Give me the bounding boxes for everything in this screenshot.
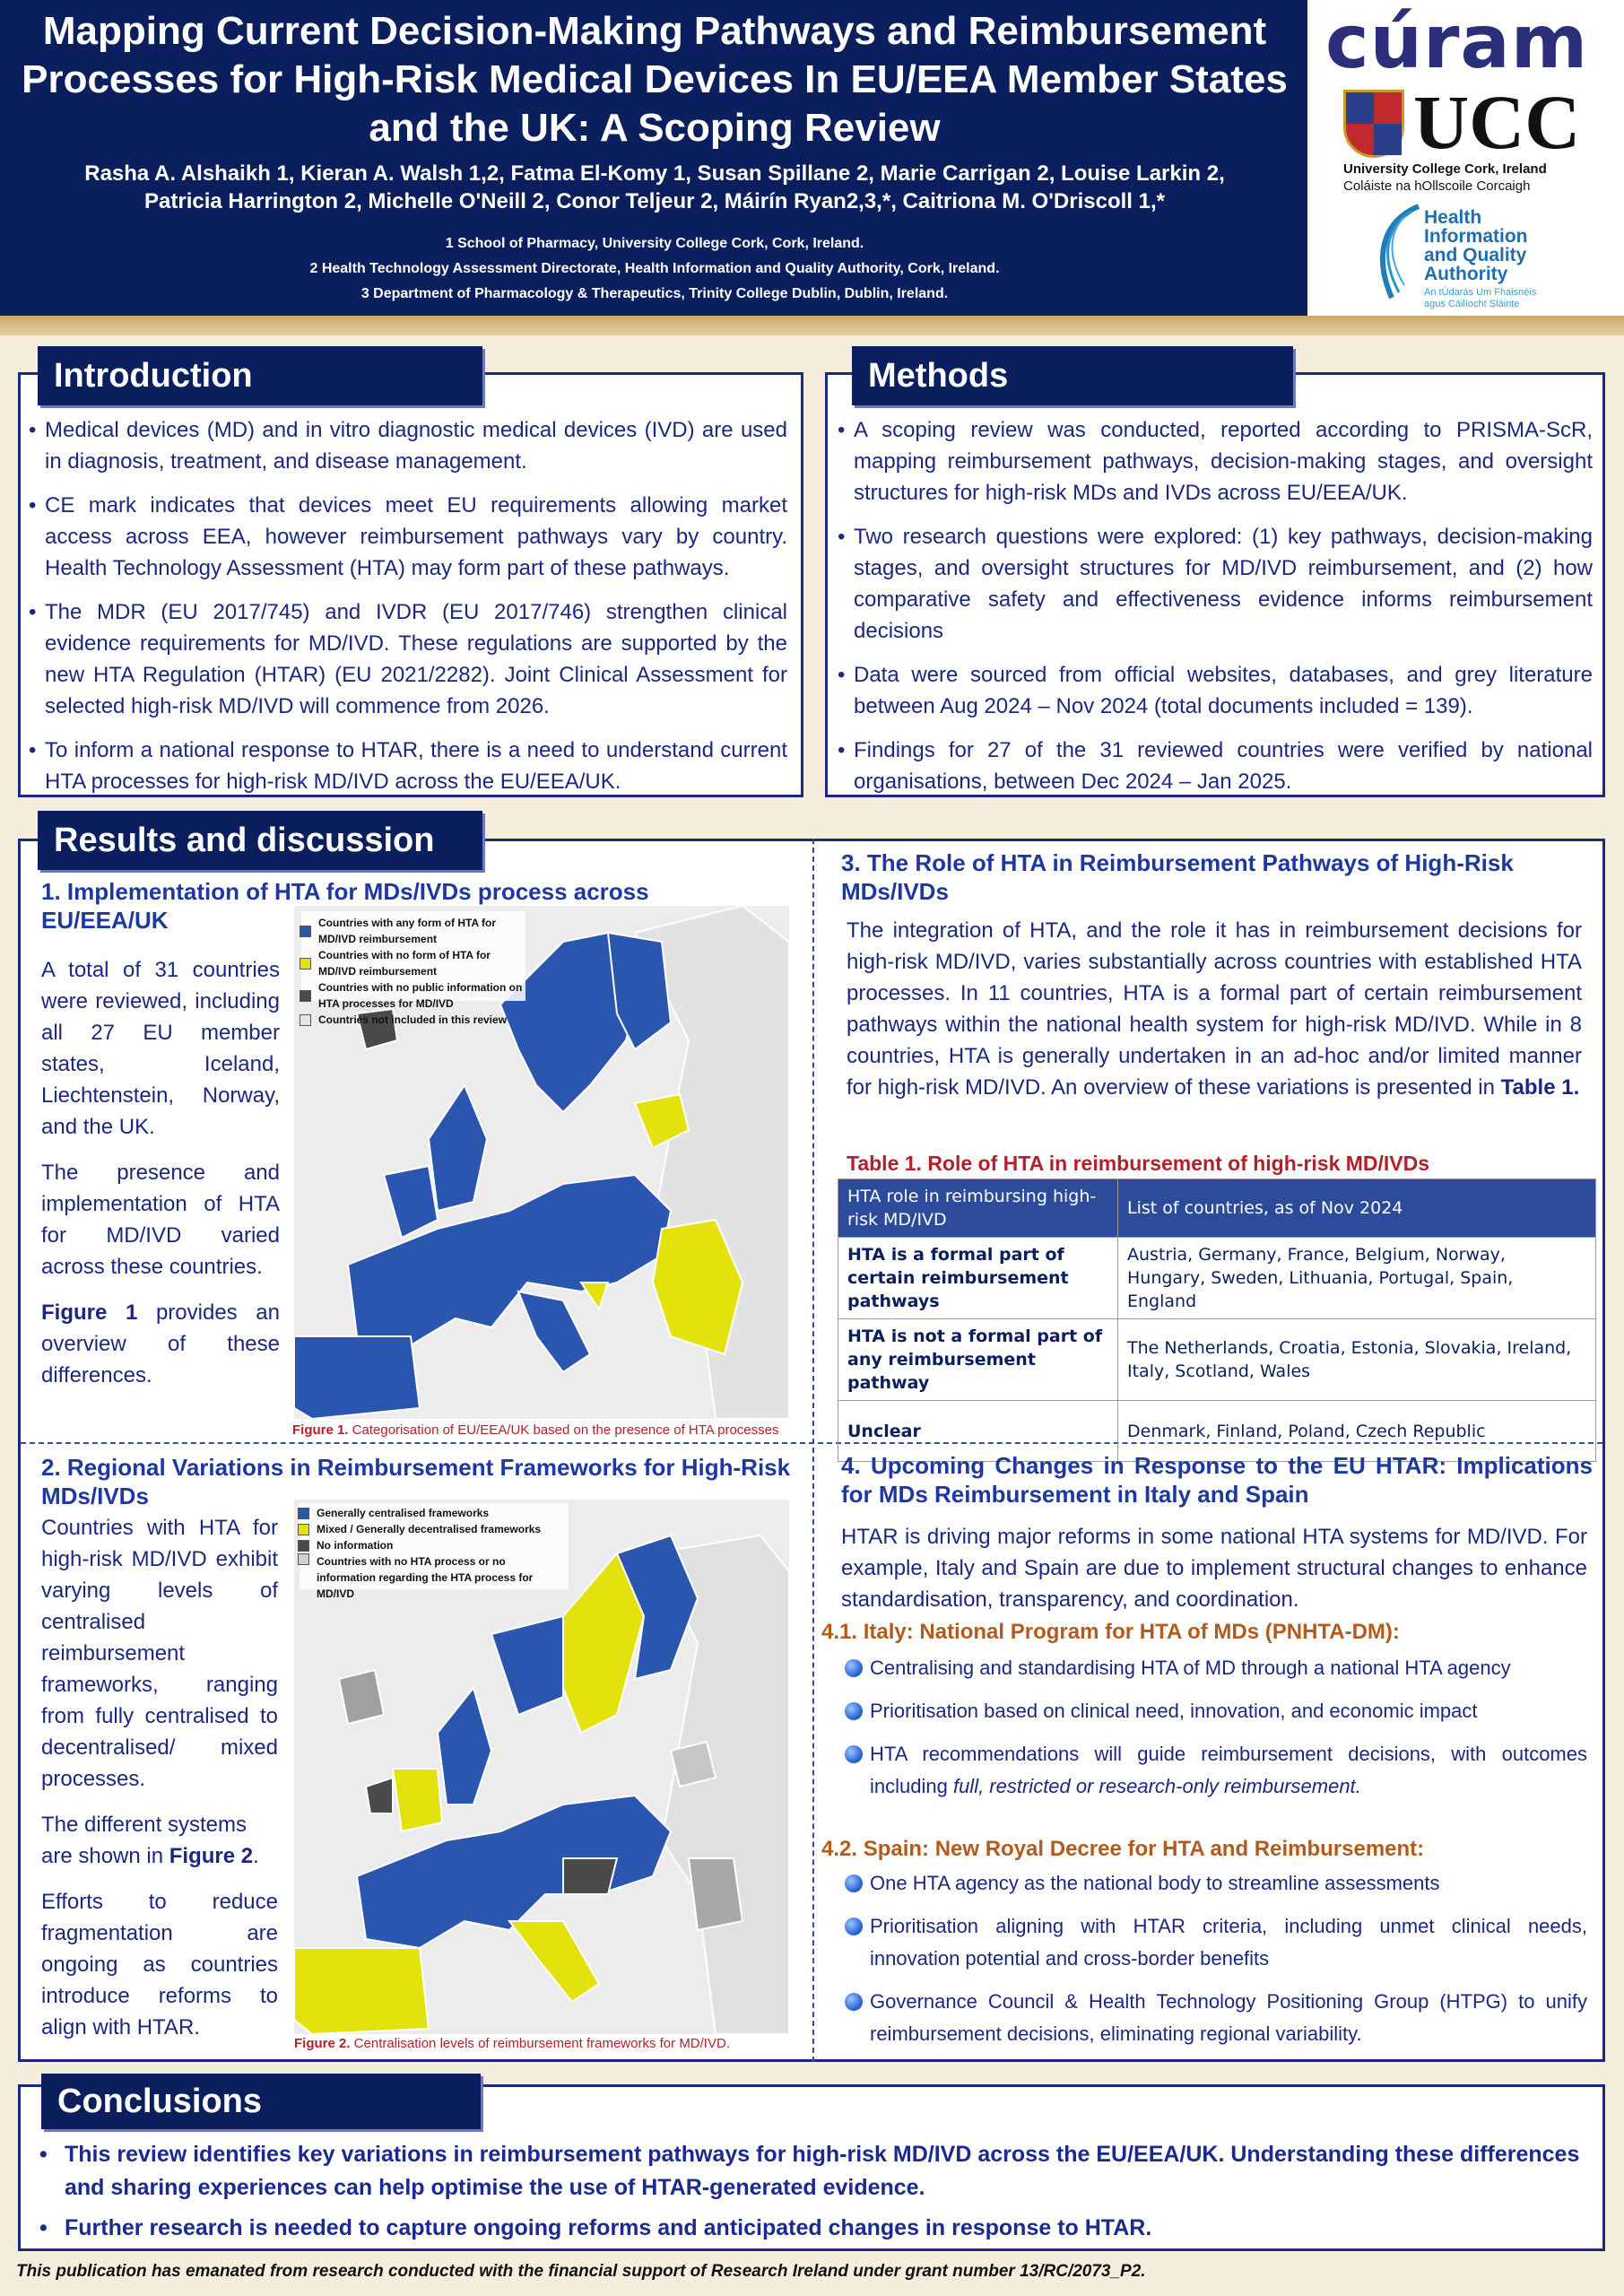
legend-swatch bbox=[300, 958, 311, 970]
legend-item: Generally centralised frameworks bbox=[298, 1505, 567, 1521]
table-cell-countries: Denmark, Finland, Poland, Czech Republic bbox=[1118, 1401, 1596, 1462]
section-1-paragraph-2: The presence and implementation of HTA for MD/IVD varied across these countries. bbox=[41, 1161, 280, 1279]
introduction-heading: Introduction bbox=[38, 346, 482, 405]
section-4-title: 4. Upcoming Changes in Response to the EU HTAR: Implications for MDs Reimbursement in Italy and Spain bbox=[841, 1452, 1593, 1508]
affiliation-2: 2 Health Technology Assessment Directorate, Health Information and Quality Authority, Cork, Ireland. bbox=[309, 261, 1000, 276]
results-heading: Results and discussion bbox=[38, 811, 482, 870]
list-item: Centralising and standardising HTA of MD through a national HTA agency bbox=[841, 1652, 1587, 1684]
figure-1-map bbox=[294, 906, 789, 1419]
poster-header bbox=[0, 0, 1307, 316]
legend-swatch bbox=[300, 1014, 311, 1026]
list-item: • Two research questions were explored: (1) key pathways, decision-making stages, and oversight structures for MD/IVD reimbursement, and (2) how comparative safety and effectiveness evidence informs reimbursement decisions bbox=[838, 521, 1593, 647]
results-vertical-divider bbox=[812, 839, 814, 2062]
section-1-paragraph-1: A total of 31 countries were reviewed, including all 27 EU member states, Iceland, Liechtenstein, Norway, and the UK. bbox=[41, 958, 280, 1139]
ucc-crest-icon bbox=[1343, 90, 1404, 158]
list-item: • To inform a national response to HTAR, there is a need to understand current HTA processes for high-risk MD/IVD across the EU/EEA/UK. bbox=[29, 735, 787, 797]
legend-item: Countries not included in this review bbox=[300, 1012, 529, 1028]
figure-2-caption: Figure 2. Centralisation levels of reimbursement frameworks for MD/IVD. bbox=[294, 2036, 730, 2051]
conclusions-bullets bbox=[39, 2138, 1594, 2245]
list-item: • CE mark indicates that devices meet EU requirements allowing market access across EEA, however reimbursement pathways vary by country. Health Technology Assessment (HTA) may form part of these pathways. bbox=[29, 490, 787, 584]
methods-bullets bbox=[838, 414, 1593, 810]
authors-line-1: Rasha A. Alshaikh 1, Kieran A. Walsh 1,2, Fatma El-Komy 1, Susan Spillane 2, Marie Carrigan 2, Louise Larkin 2, bbox=[84, 161, 1225, 186]
spain-bullets bbox=[841, 1867, 1587, 2061]
section-1-title: 1. Implementation of HTA for MDs/IVDs process across EU/EEA/UK bbox=[41, 878, 649, 934]
curam-logo: cúram bbox=[1325, 0, 1589, 85]
section-2-paragraph-1: Countries with HTA for high-risk MD/IVD exhibit varying levels of centralised reimbursement frameworks, ranging from fully centralised to decentralised/ mixed processes. bbox=[41, 1516, 278, 1791]
affiliation-1: 1 School of Pharmacy, University College Cork, Cork, Ireland. bbox=[445, 236, 864, 251]
legend-item: Mixed / Generally decentralised frameworks bbox=[298, 1521, 567, 1537]
section-2-text bbox=[41, 1512, 278, 2057]
table-row bbox=[838, 1238, 1596, 1319]
section-2-title: 2. Regional Variations in Reimbursement Frameworks for High-Risk MDs/IVDs bbox=[41, 1454, 791, 1509]
section-4-paragraph: HTAR is driving major reforms in some national HTA systems for MD/IVD. For example, Italy and Spain are due to implement structural changes to enhance standardisation, transparency, and coordination. bbox=[841, 1525, 1587, 1612]
ucc-subtitle-en: University College Cork, Ireland bbox=[1343, 161, 1547, 177]
italy-subheading: 4.1. Italy: National Program for HTA of MDs (PNHTA-DM): bbox=[821, 1620, 1400, 1644]
list-item: • Data were sourced from official websites, databases, and grey literature between Aug 2024 – Nov 2024 (total documents included = 139). bbox=[838, 659, 1593, 722]
conclusions-heading: Conclusions bbox=[41, 2074, 481, 2129]
poster-title: Mapping Current Decision-Making Pathways and Reimbursement Processes for High-Risk Medical Devices In EU/EEA Member States and the UK: A Scoping Review bbox=[22, 9, 1288, 150]
section-3-title: 3. The Role of HTA in Reimbursement Pathways of High-Risk MDs/IVDs bbox=[841, 849, 1514, 905]
table-cell-role: Unclear bbox=[838, 1401, 1118, 1462]
author-list bbox=[18, 160, 1291, 215]
bullet-icon: • bbox=[39, 2215, 48, 2240]
bullet-icon: • bbox=[39, 2142, 48, 2167]
list-item: HTA recommendations will guide reimbursement decisions, with outcomes including full, restricted or research-only reimbursement. bbox=[841, 1738, 1587, 1803]
affiliation-3: 3 Department of Pharmacology & Therapeutics, Trinity College Dublin, Dublin, Ireland. bbox=[360, 286, 949, 301]
table-row bbox=[838, 1319, 1596, 1401]
legend-item: Countries with no public information on HTA processes for MD/IVD bbox=[300, 979, 529, 1012]
list-item: • Further research is needed to capture ongoing reforms and anticipated changes in response to HTAR. bbox=[39, 2212, 1594, 2245]
hiqa-logo-icon bbox=[1365, 203, 1428, 301]
list-item: • The MDR (EU 2017/745) and IVDR (EU 2017/746) strengthen clinical evidence requirements for MD/IVD. These regulations are supported by the new HTA Regulation (HTAR) (EU 2021/2282). Joint Clinical Assessment for selected high-risk MD/IVD will commence from 2026. bbox=[29, 596, 787, 722]
hiqa-name: Health Information and Quality Authority bbox=[1424, 207, 1528, 284]
section-1-paragraph-3: Figure 1 provides an overview of these differences. bbox=[41, 1300, 281, 1387]
legend-item: Countries with any form of HTA for MD/IVD reimbursement bbox=[300, 915, 529, 947]
list-item: • Medical devices (MD) and in vitro diagnostic medical devices (IVD) are used in diagnosis, treatment, and disease management. bbox=[29, 414, 787, 477]
methods-heading: Methods bbox=[852, 346, 1293, 405]
table-1 bbox=[838, 1178, 1596, 1462]
table-header-cell: List of countries, as of Nov 2024 bbox=[1118, 1179, 1596, 1238]
table-header-row bbox=[838, 1179, 1596, 1238]
section-2-paragraph-2: The different systems are shown in Figure 2. bbox=[41, 1813, 259, 1868]
legend-swatch bbox=[298, 1553, 309, 1565]
section-1-text bbox=[41, 954, 280, 1405]
table-cell-countries: The Netherlands, Croatia, Estonia, Slovakia, Ireland, Italy, Scotland, Wales bbox=[1118, 1319, 1596, 1401]
figure-1-caption: Figure 1. Categorisation of EU/EEA/UK based on the presence of HTA processes bbox=[292, 1422, 779, 1438]
authors-line-2: Patricia Harrington 2, Michelle O'Neill 2, Conor Teljeur 2, Máirín Ryan2,3,*, Caitriona M. O'Driscoll 1,* bbox=[144, 189, 1165, 213]
legend-item: Countries with no form of HTA for MD/IVD reimbursement bbox=[300, 947, 529, 979]
ucc-subtitle-ga: Coláiste na hOllscoile Corcaigh bbox=[1343, 178, 1531, 194]
legend-item: No information bbox=[298, 1537, 567, 1553]
table-cell-role: HTA is a formal part of certain reimbursement pathways bbox=[838, 1238, 1118, 1319]
legend-swatch bbox=[300, 990, 311, 1002]
section-3-paragraph: The integration of HTA, and the role it has in reimbursement decisions for high-risk MD/IVD, varies substantially across countries with established HTA processes. In 11 countries, HTA is a formal part of certain reimbursement pathways within the national health system for high-risk MD/IVD. While in 8 countries, HTA is generally undertaken in an ad-hoc and/or limited manner for high-risk MD/IVD. An overview of these variations is presented in Table 1. bbox=[847, 918, 1582, 1100]
list-item: Prioritisation based on clinical need, innovation, and economic impact bbox=[841, 1695, 1587, 1727]
table-cell-countries: Austria, Germany, France, Belgium, Norway, Hungary, Sweden, Lithuania, Portugal, Spain, England bbox=[1118, 1238, 1596, 1319]
figure-1-legend bbox=[300, 915, 529, 1028]
header-divider bbox=[0, 316, 1624, 335]
introduction-bullets bbox=[29, 414, 787, 810]
ucc-logo: UCC bbox=[1413, 79, 1581, 165]
section-2-paragraph-3: Efforts to reduce fragmentation are ongoing as countries introduce reforms to align with HTAR. bbox=[41, 1890, 278, 2039]
logo-panel bbox=[1307, 0, 1624, 316]
list-item: • Findings for 27 of the 31 reviewed countries were verified by national organisations, between Dec 2024 – Jan 2025. bbox=[838, 735, 1593, 797]
list-item: • A scoping review was conducted, reported according to PRISMA-ScR, mapping reimbursement pathways, decision-making stages, and oversight structures for high-risk MDs and IVDs across EU/EEA/UK. bbox=[838, 414, 1593, 509]
list-item: Governance Council & Health Technology Positioning Group (HTPG) to unify reimbursement decisions, eliminating regional variability. bbox=[841, 1986, 1587, 2050]
hiqa-irish-name: An tÚdarás Um Fhaisnéis agus Cáilíocht Sláinte bbox=[1424, 287, 1537, 309]
figure-2-map bbox=[294, 1500, 789, 2034]
list-item: Prioritisation aligning with HTAR criteria, including unmet clinical needs, innovation potential and cross-border benefits bbox=[841, 1910, 1587, 1975]
italy-bullets bbox=[841, 1652, 1587, 1813]
legend-swatch bbox=[298, 1524, 309, 1535]
legend-swatch bbox=[298, 1508, 309, 1519]
table-1-title: Table 1. Role of HTA in reimbursement of high-risk MD/IVDs bbox=[847, 1152, 1430, 1175]
list-item: One HTA agency as the national body to streamline assessments bbox=[841, 1867, 1587, 1900]
affiliations bbox=[18, 231, 1291, 307]
legend-swatch bbox=[300, 926, 311, 937]
funding-footer: This publication has emanated from research conducted with the financial support of Research Ireland under grant number 13/RC/2073_P2. bbox=[16, 2262, 1146, 2281]
figure-2-legend bbox=[298, 1505, 567, 1602]
list-item: • This review identifies key variations in reimbursement pathways for high-risk MD/IVD across the EU/EEA/UK. Understanding these differences and sharing experiences can help optimise the use of HTAR-generated evidence. bbox=[39, 2138, 1594, 2205]
spain-subheading: 4.2. Spain: New Royal Decree for HTA and Reimbursement: bbox=[821, 1837, 1425, 1861]
legend-swatch bbox=[298, 1540, 309, 1552]
table-cell-role: HTA is not a formal part of any reimbursement pathway bbox=[838, 1319, 1118, 1401]
legend-item: Countries with no HTA process or no information regarding the HTA process for MD/IVD bbox=[298, 1553, 567, 1602]
table-header-cell: HTA role in reimbursing high-risk MD/IVD bbox=[838, 1179, 1118, 1238]
